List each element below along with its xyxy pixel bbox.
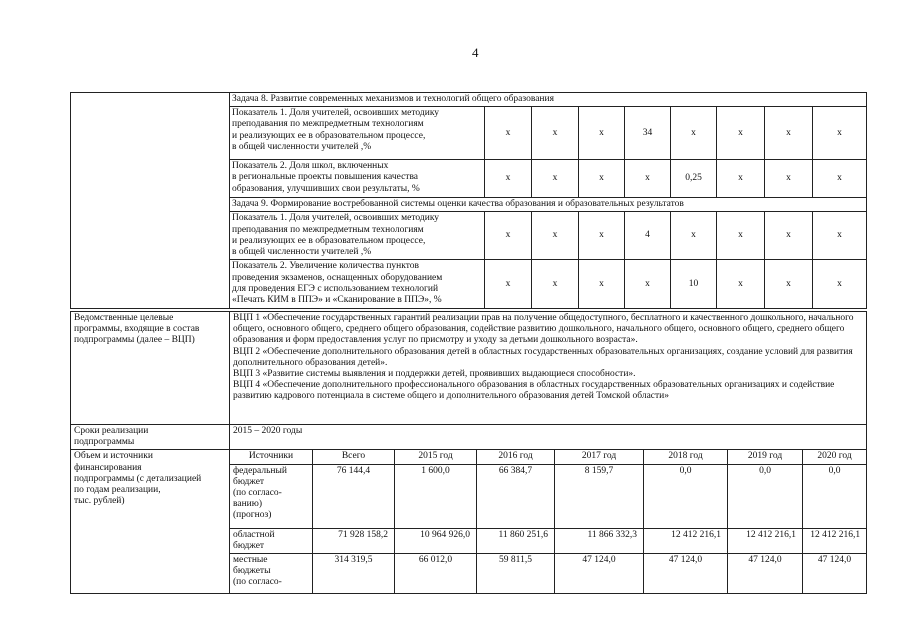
amount-cell: 71 928 158,2 [313,528,395,553]
amount-cell: 59 811,5 [477,554,555,594]
column-header: 2015 год [395,450,477,464]
value-cell: x [765,107,813,160]
amount-cell: 47 124,0 [644,554,728,594]
amount-cell: 66 012,0 [395,554,477,594]
value-cell: x [671,212,717,260]
amount-cell: 10 964 926,0 [395,528,477,553]
amount-cell: 12 412 216,1 [644,528,728,553]
value-cell: x [579,212,625,260]
value-cell: x [717,212,765,260]
amount-cell: 11 860 251,6 [477,528,555,553]
task8-indicator1: Показатель 1. Доля учителей, освоивших методику преподавания по межпредметным технологиям и реализующих ее в образовательном процессе, в общей численности учителей ,% [230,107,485,160]
value-cell: x [579,260,625,309]
vcp-item: ВЦП 4 «Обеспечение дополнительного профессионального образования в областных государственных образовательных организациях и содействие развитию кадрового потенциала в системе общего и дополнительного образования детей Томской области» [233,380,835,402]
value-cell: x [765,212,813,260]
column-header: 2020 год [803,450,867,464]
column-header: 2018 год [644,450,728,464]
vcp-item: ВЦП 1 «Обеспечение государственных гарантий реализации прав на получение общедоступного, бесплатного и качественного дошкольного, начального общего, основного общего, среднего общего образования, содействие развитию дошкольного, начального общего, основного общего, среднего общего образования и форм предоставления услуг по присмотру и уходу за детьми дошкольного возраста». [233,313,854,346]
column-header: 2019 год [728,450,803,464]
column-header: Всего [313,450,395,464]
task9-indicator2: Показатель 2. Увеличение количества пунктов проведения экзаменов, оснащенных оборудованием для проведения ЕГЭ с использованием технологий «Печать КИМ в ППЭ» и «Сканирование в ППЭ», % [230,260,485,309]
amount-cell: 1 600,0 [395,464,477,528]
vcp-list [230,312,867,425]
value-cell: x [532,260,579,309]
value-cell: x [717,160,765,198]
amount-cell: 314 319,5 [313,554,395,594]
value-cell: 10 [671,260,717,309]
value-cell: x [813,160,867,198]
value-cell: x [532,160,579,198]
source-cell: федеральный бюджет (по согласо- ванию) (прогноз) [230,464,313,528]
amount-cell: 12 412 216,1 [803,528,867,553]
task9-indicator1: Показатель 1. Доля учителей, освоивших методику преподавания по межпредметным технологиям и реализующих ее в образовательном процессе, в общей численности учителей ,% [230,212,485,260]
value-cell: x [765,260,813,309]
subprogram-passport-table [70,311,867,594]
amount-cell: 0,0 [803,464,867,528]
value-cell: x [813,212,867,260]
indicators-table [70,92,867,309]
amount-cell: 12 412 216,1 [728,528,803,553]
task9-title: Задача 9. Формирование востребованной системы оценки качества образования и образовательных результатов [230,198,867,212]
value-cell: x [625,260,671,309]
value-cell: x [765,160,813,198]
task8-indicator2: Показатель 2. Доля школ, включенных в региональные проекты повышения качества образования, улучшивших свои результаты, % [230,160,485,198]
page-number: 4 [472,45,479,60]
finance-label: Объем и источники финансирования подпрограммы (с детализацией по годам реализации, тыс. рублей) [71,450,230,594]
source-cell: областной бюджет [230,528,313,553]
vcp-item: ВЦП 3 «Развитие системы выявления и поддержки детей, проявивших выдающиеся способности». [233,369,636,380]
column-header: 2016 год [477,450,555,464]
vcp-item: ВЦП 2 «Обеспечение дополнительного образования детей в областных государственных образовательных организациях, создание условий для развития дополнительного образования детей». [233,346,853,368]
value-cell: x [717,260,765,309]
value-cell: 4 [625,212,671,260]
value-cell: x [485,107,532,160]
amount-cell: 11 866 332,3 [555,528,644,553]
task8-title: Задача 8. Развитие современных механизмов и технологий общего образования [230,93,867,107]
value-cell: x [532,107,579,160]
value-cell: x [813,260,867,309]
value-cell: 34 [625,107,671,160]
terms-value: 2015 – 2020 годы [230,425,867,450]
amount-cell: 47 124,0 [728,554,803,594]
value-cell: 0,25 [671,160,717,198]
value-cell: x [579,160,625,198]
value-cell: x [532,212,579,260]
vcp-label: Ведомственные целевые программы, входящие в состав подпрограммы (далее – ВЦП) [71,312,230,425]
column-header: 2017 год [555,450,644,464]
value-cell: x [485,160,532,198]
value-cell: x [717,107,765,160]
terms-label: Сроки реализации подпрограммы [71,425,230,450]
value-cell: x [671,107,717,160]
column-header: Источники [230,450,313,464]
value-cell: x [485,212,532,260]
amount-cell: 8 159,7 [555,464,644,528]
value-cell: x [579,107,625,160]
amount-cell: 0,0 [644,464,728,528]
amount-cell: 76 144,4 [313,464,395,528]
value-cell: x [625,160,671,198]
amount-cell: 47 124,0 [555,554,644,594]
value-cell: x [485,260,532,309]
amount-cell: 0,0 [728,464,803,528]
source-cell: местные бюджеты (по согласо- [230,554,313,594]
left-blank-cell [71,93,230,309]
amount-cell: 47 124,0 [803,554,867,594]
amount-cell: 66 384,7 [477,464,555,528]
value-cell: x [813,107,867,160]
